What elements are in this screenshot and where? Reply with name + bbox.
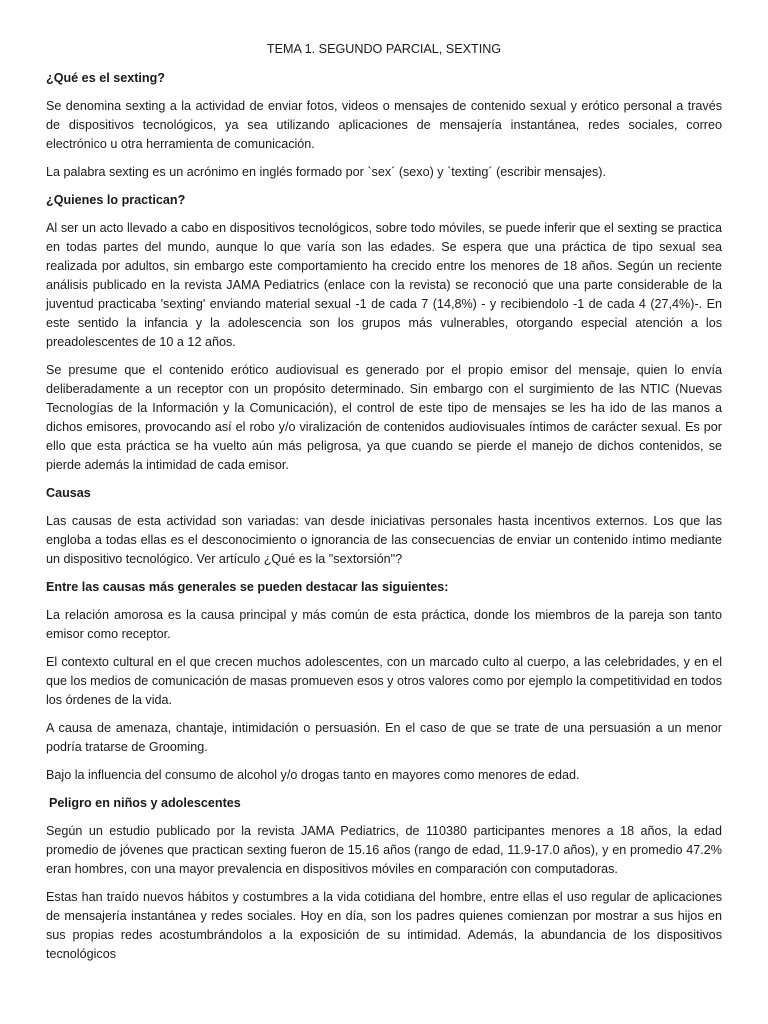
paragraph: A causa de amenaza, chantaje, intimidación o persuasión. En el caso de que se trate de una persuasión a un menor podría tratarse de Grooming. (46, 721, 722, 754)
document-title: TEMA 1. SEGUNDO PARCIAL, SEXTING (266, 42, 502, 56)
paragraph: Bajo la influencia del consumo de alcohol y/o drogas tanto en mayores como menores de edad. (46, 768, 580, 782)
document-body (46, 69, 722, 964)
paragraph: El contexto cultural en el que crecen muchos adolescentes, con un marcado culto al cuerpo, a las celebridades, y en el que los medios de comunicación de masas promueven esos y otros valores como por ejemplo la competitividad en todos los órdenes de la vida. (46, 655, 722, 707)
paragraph: La palabra sexting es un acrónimo en inglés formado por `sex´ (sexo) y `texting´ (escribir mensajes). (46, 165, 606, 179)
paragraph: Al ser un acto llevado a cabo en dispositivos tecnológicos, sobre todo móviles, se puede inferir que el sexting se practica en todas partes del mundo, aunque lo que varía son las edades. Se espera que una práctica de tipo sexual sea realizada por adultos, sin embargo este comportamiento ha crecido entre los menores de 18 años. Según un reciente análisis publicado en la revista JAMA Pediatrics (enlace con la revista) se reconoció que una parte considerable de la juventud practicaba 'sexting' enviando material sexual -1 de cada 7 (14,8%) - y recibiendolo -1 de cada 4 (27,4%)-. En este sentido la infancia y la adolescencia son los grupos más vulnerables, otorgando especial atención a los preadolescentes de 10 a 12 años. (46, 221, 722, 349)
document-page (46, 40, 722, 973)
paragraph: Se presume que el contenido erótico audiovisual es generado por el propio emisor del mensaje, quien lo envía deliberadamente a un receptor con un propósito determinado. Sin embargo con el surgimiento de las NTIC (Nuevas Tecnologías de la Información y la Comunicación), el control de este tipo de mensajes se les ha ido de las manos a dichos emisores, provocando así el robo y/o viralización de contenidos audiovisuales íntimos de carácter sexual. Es por ello que esta práctica se ha vuelto aún más peligrosa, ya que cuando se pierde el manejo de dichos contenidos, se pierde además la intimidad de cada emisor. (46, 363, 722, 472)
paragraph: Se denomina sexting a la actividad de enviar fotos, videos o mensajes de contenido sexual y erótico personal a través de dispositivos tecnológicos, ya sea utilizando aplicaciones de mensajería instantánea, redes sociales, correo electrónico u otra herramienta de comunicación. (46, 99, 722, 151)
paragraph: Según un estudio publicado por la revista JAMA Pediatrics, de 110380 participantes menores a 18 años, la edad promedio de jóvenes que practican sexting fueron de 15.16 años (rango de edad, 11.9-17.0 años), y en promedio 47.2% eran hombres, con una mayor prevalencia en dispositivos móviles en comparación con computadoras. (46, 824, 722, 876)
section-heading: Causas (46, 486, 91, 500)
paragraph: Estas han traído nuevos hábitos y costumbres a la vida cotidiana del hombre, entre ellas el uso regular de aplicaciones de mensajería instantánea y redes sociales. Hoy en día, son los padres quienes comienzan por mostrar a sus hijos en sus propias redes acostumbrándolos a la exposición de su intimidad. Además, la abundancia de los dispositivos tecnológicos (46, 890, 722, 961)
section-heading: Peligro en niños y adolescentes (49, 796, 241, 810)
paragraph: La relación amorosa es la causa principal y más común de esta práctica, donde los miembros de la pareja son tanto emisor como receptor. (46, 608, 722, 641)
section-heading: Entre las causas más generales se pueden destacar las siguientes: (46, 580, 449, 594)
paragraph: Las causas de esta actividad son variadas: van desde iniciativas personales hasta incentivos externos. Los que las engloba a todas ellas es el desconocimiento o ignorancia de las consecuencias de enviar un contenido íntimo mediante un dispositivo tecnológico. Ver artículo ¿Qué es la "sextorsión"? (46, 514, 722, 566)
section-heading: ¿Quienes lo practican? (46, 193, 186, 207)
section-heading: ¿Qué es el sexting? (46, 71, 165, 85)
